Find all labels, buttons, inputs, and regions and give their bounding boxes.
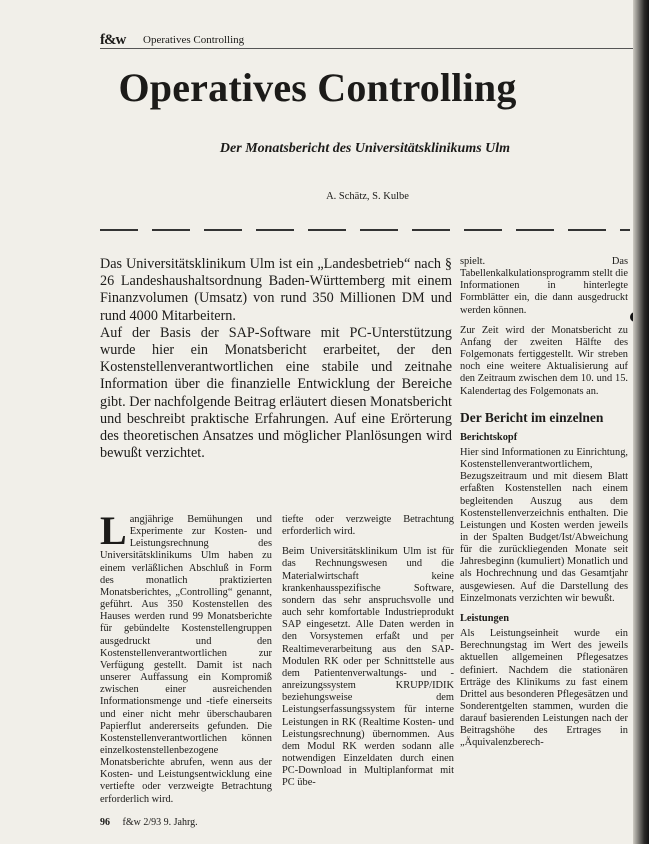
article-subtitle: Der Monatsbericht des Universitätsklinikums Ulm [219, 141, 511, 156]
article-title: Operatives Controlling [118, 65, 517, 110]
dashed-divider [100, 229, 630, 231]
column-1-text: angjährige Bemühungen und Experimente zur Kosten- und Leistungsrechnung des Universitätsklinikums Ulm haben zu einem verläßlichen Abschluß in Form des monatlich praktizierten Monatsberichtes, „Controlling“ genannt, geführt. Aus 350 Kostenstellen des Hauses werden rund 99 Monatsberichte für gebündelte Kostenstellengruppen ausgedruckt und den Kostenstellenverantwortlichen zur Verfügung gestellt. Damit ist nach unserer Auffassung ein Kompromiß zwischen einer ausreichenden Informationsmenge und -tiefe einerseits und einer nicht mehr überschaubaren Papierflut andererseits gefunden. Die Kostenstellenverantwortlichen können einzelkostenstellenbezogene Monatsberichte abrufen, wenn aus der Kosten- und Leistungsentwicklung eine vertiefte oder verzweigte Betrachtung erforderlich wird. [100, 514, 272, 805]
body-column-1 [100, 508, 272, 814]
article-authors: A. Schätz, S. Kulbe [326, 191, 409, 202]
page-number: 96 [100, 817, 110, 828]
leistungen-text: Als Leistungseinheit wurde ein Berechnungstag im Wert des jeweils aktuellen allgemeinen Pflegesatzes definiert. Nachdem die stationären Erträge des Klinikums zu fast einem Drittel aus besonderen Pflegesätzen und Sonderentgelten stammen, wurden die darauf basierenden Leistungen nach der Beitragshöhe des Ertrages in „Äquivalenzberech- [460, 628, 628, 749]
body-column-3 [460, 256, 628, 758]
subheading-berichtskopf: Berichtskopf [460, 431, 518, 443]
journal-logo: f&w [100, 32, 126, 48]
subheading-leistungen: Leistungen [460, 612, 510, 624]
page-footer [100, 817, 198, 828]
drop-cap: L [100, 508, 127, 553]
body-column-2 [282, 514, 454, 797]
section-heading: Der Bericht im einzelnen [460, 409, 604, 425]
page-edge-shadow [633, 0, 649, 844]
intro-paragraph-2: Auf der Basis der SAP-Software mit PC-Unterstützung wurde hier ein Monatsbericht erarbeitet, der den Kostenstellenverantwortlichen eine stabile und zeitnahe Information über die finanzielle Entwicklung der Bereiche gibt. Der nachfolgende Beitrag erläutert diesen Monatsbericht und beschreibt praktische Erfahrungen. Auf eine Erörterung des theoretischen Ansatzes und möglicher Planlösungen wird bewußt verzichtet. [100, 324, 452, 462]
column-2-paragraph-1: tiefte oder verzweigte Betrachtung erforderlich wird. [282, 514, 454, 538]
section-header: Operatives Controlling [143, 34, 245, 46]
berichtskopf-text: Hier sind Informationen zu Einrichtung, Kostenstellenverantwortlichem, Bezugszeitraum und mit diesem Blatt erfaßten Kostenstellen nach einem begleitenden Auszug aus dem Kostenstellenverzeichnis enthalten. Die Leistungen und Kosten werden jeweils in der Spalten Budget/Ist/Abweichung für die zurückliegenden Monate seit Jahresbeginn (kumuliert) Monatlich und als Hochrechnung und das Gesamtjahr ausgewiesen. Auf die Darstellung des Einzelmonats verzichten wir bewußt. [460, 446, 628, 604]
issue-info: f&w 2/93 9. Jahrg. [122, 817, 198, 828]
intro-paragraph-1: Das Universitätsklinikum Ulm ist ein „Landesbetrieb“ nach § 26 Landeshaushaltsordnung Baden-Württemberg mit einem Finanzvolumen (Umsatz) von rund 350 Millionen DM und rund 4000 Mitarbeitern. [100, 256, 452, 324]
header-rule [100, 48, 635, 49]
column-3-paragraph-2: Zur Zeit wird der Monatsbericht zu Anfang der zweiten Hälfte des Folgemonats fertiggestellt. Wir streben noch eine weitere Aktualisierung auf den Zeitraum zwischen dem 10. und 15. Kalendertag des Folgemonats an. [460, 324, 628, 397]
column-3-paragraph-1: spielt. Das Tabellenkalkulationsprogramm stellt die Informationen in hinterlegte Formblätter ein, die dann ausgedruckt werden können. [460, 256, 628, 316]
intro-block [100, 256, 452, 462]
column-2-paragraph-2: Beim Universitätsklinikum Ulm ist für das Rechnungswesen und die Materialwirtschaft keine krankenhausspezifische Software, sondern das sehr anspruchsvolle und auch sehr komfortable Industrieprodukt SAP eingesetzt. Alle Daten werden in den Vorsystemen erfaßt und per Realtimeverarbeitung aus den SAP-Modulen RK oder per Schnittstelle aus dem Patientenverwaltungs- und -anreizungssystem KRUPP/IDIK beziehungsweise dem Leistungserfassungssystem für interne Leistungen in RK (Realtime Kosten- und Leistungsrechnung) übernommen. Aus dem Modul RK werden sodann alle notwendigen Einzeldaten durch einen PC-Download in Multiplanformat mit PC übe- [282, 546, 454, 789]
